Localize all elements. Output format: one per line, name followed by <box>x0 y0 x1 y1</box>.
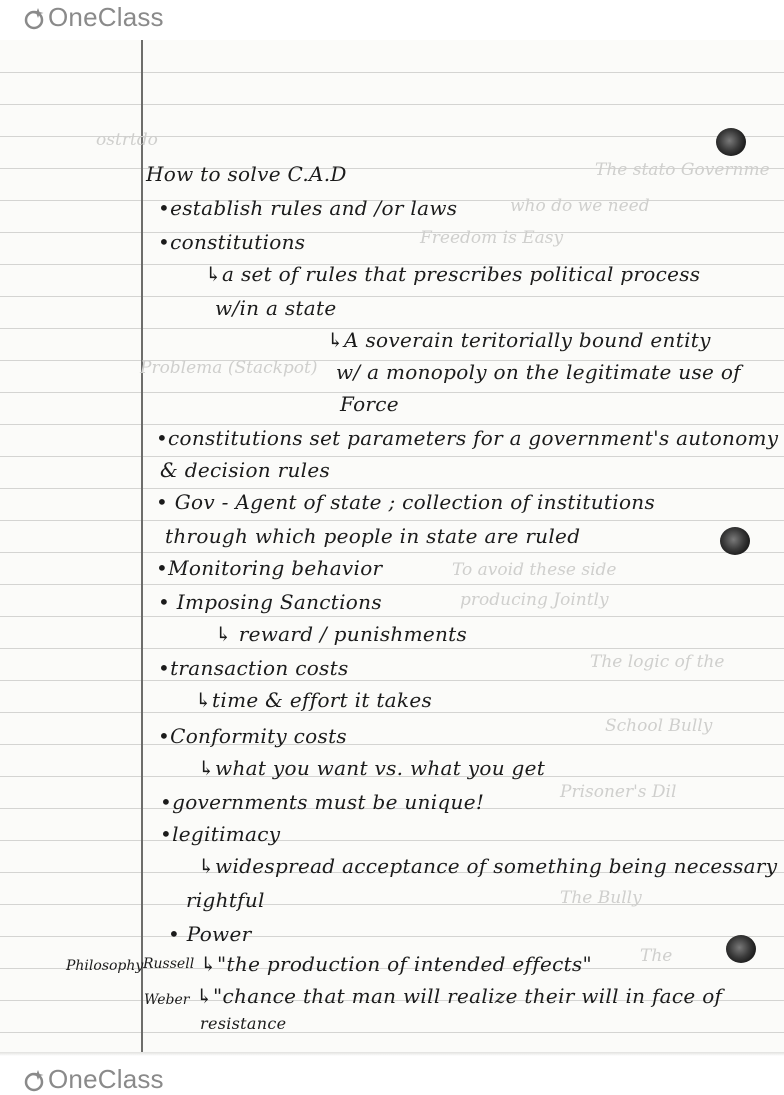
note-line: ↳what you want vs. what you get <box>198 756 546 780</box>
note-line: •Conformity costs <box>158 724 347 748</box>
note-line: ↳"the production of intended effects" <box>200 952 592 976</box>
note-line: ↳ reward / punishments <box>215 622 468 646</box>
note-line: •transaction costs <box>158 656 349 680</box>
ruled-line <box>0 840 784 841</box>
ruled-line <box>0 1032 784 1033</box>
margin-note-russell: Russell <box>143 956 195 972</box>
brand-logo-top <box>24 2 164 33</box>
bleed-through-text: Problema (Stackpot) <box>140 358 318 378</box>
ruled-line <box>0 680 784 681</box>
note-line: ↳widespread acceptance of something being necessary <box>198 854 778 878</box>
note-line: Force <box>340 392 399 416</box>
bleed-through-text: To avoid these side <box>452 560 617 580</box>
margin-note-weber: Weber <box>144 992 190 1008</box>
ruled-line <box>0 936 784 937</box>
bleed-through-text: producing Jointly <box>460 590 609 610</box>
bleed-through-text: The logic of the <box>590 652 725 672</box>
note-line: •constitutions <box>158 230 306 254</box>
page-edge-shadow <box>0 1052 784 1056</box>
ruled-line <box>0 424 784 425</box>
ruled-line <box>0 232 784 233</box>
note-line: rightful <box>186 888 265 912</box>
ruled-line <box>0 72 784 73</box>
note-line: ↳time & effort it takes <box>195 688 433 712</box>
note-line: w/ a monopoly on the legitimate use of <box>336 360 741 384</box>
oneclass-logo-icon <box>24 6 46 30</box>
note-line: • Power <box>168 922 252 946</box>
binder-hole <box>716 128 746 156</box>
note-line: ↳"chance that man will realize their will in face of <box>196 984 723 1008</box>
bleed-through-text: The <box>640 946 673 966</box>
oneclass-logo-icon <box>24 1068 46 1092</box>
ruled-line <box>0 104 784 105</box>
ruled-line <box>0 712 784 713</box>
bleed-through-text: School Bully <box>605 716 713 736</box>
note-heading: How to solve C.A.D <box>146 162 347 186</box>
bleed-through-text: Freedom is Easy <box>420 228 564 248</box>
ruled-line <box>0 584 784 585</box>
ruled-line <box>0 296 784 297</box>
brand-logo-bottom <box>24 1064 164 1095</box>
ruled-line <box>0 616 784 617</box>
binder-hole <box>720 527 750 555</box>
bleed-through-text: ostrtdo <box>96 130 158 150</box>
ruled-line <box>0 648 784 649</box>
ruled-line <box>0 552 784 553</box>
bleed-through-text: Prisoner's Dil <box>560 782 677 802</box>
ruled-line <box>0 744 784 745</box>
note-line: through which people in state are ruled <box>165 524 581 548</box>
note-line: •legitimacy <box>160 822 281 846</box>
margin-note-philosophy: Philosophy <box>66 958 144 974</box>
ruled-line <box>0 488 784 489</box>
note-line: •governments must be unique! <box>160 790 485 814</box>
note-line: w/in a state <box>215 296 337 320</box>
note-line: •constitutions set parameters for a government's autonomy <box>156 426 779 450</box>
ruled-line <box>0 520 784 521</box>
note-line: ↳A soverain teritorially bound entity <box>327 328 711 352</box>
binder-hole <box>726 935 756 963</box>
margin-line <box>141 40 143 1052</box>
bleed-through-text: The Bully <box>560 888 642 908</box>
note-line: resistance <box>200 1014 287 1033</box>
note-line: • Imposing Sanctions <box>158 590 382 614</box>
bleed-through-text: The stato Governme <box>595 160 770 180</box>
ruled-line <box>0 456 784 457</box>
note-line: & decision rules <box>160 458 331 482</box>
ruled-line <box>0 904 784 905</box>
note-line: •Monitoring behavior <box>156 556 383 580</box>
note-line: •establish rules and /or laws <box>158 196 458 220</box>
brand-name: OneClass <box>48 1064 164 1094</box>
brand-name: OneClass <box>48 2 164 32</box>
note-line: • Gov - Agent of state ; collection of institutions <box>156 490 656 514</box>
bleed-through-text: who do we need <box>510 196 650 216</box>
notebook-page <box>0 40 784 1052</box>
note-line: ↳a set of rules that prescribes political process <box>205 262 701 286</box>
